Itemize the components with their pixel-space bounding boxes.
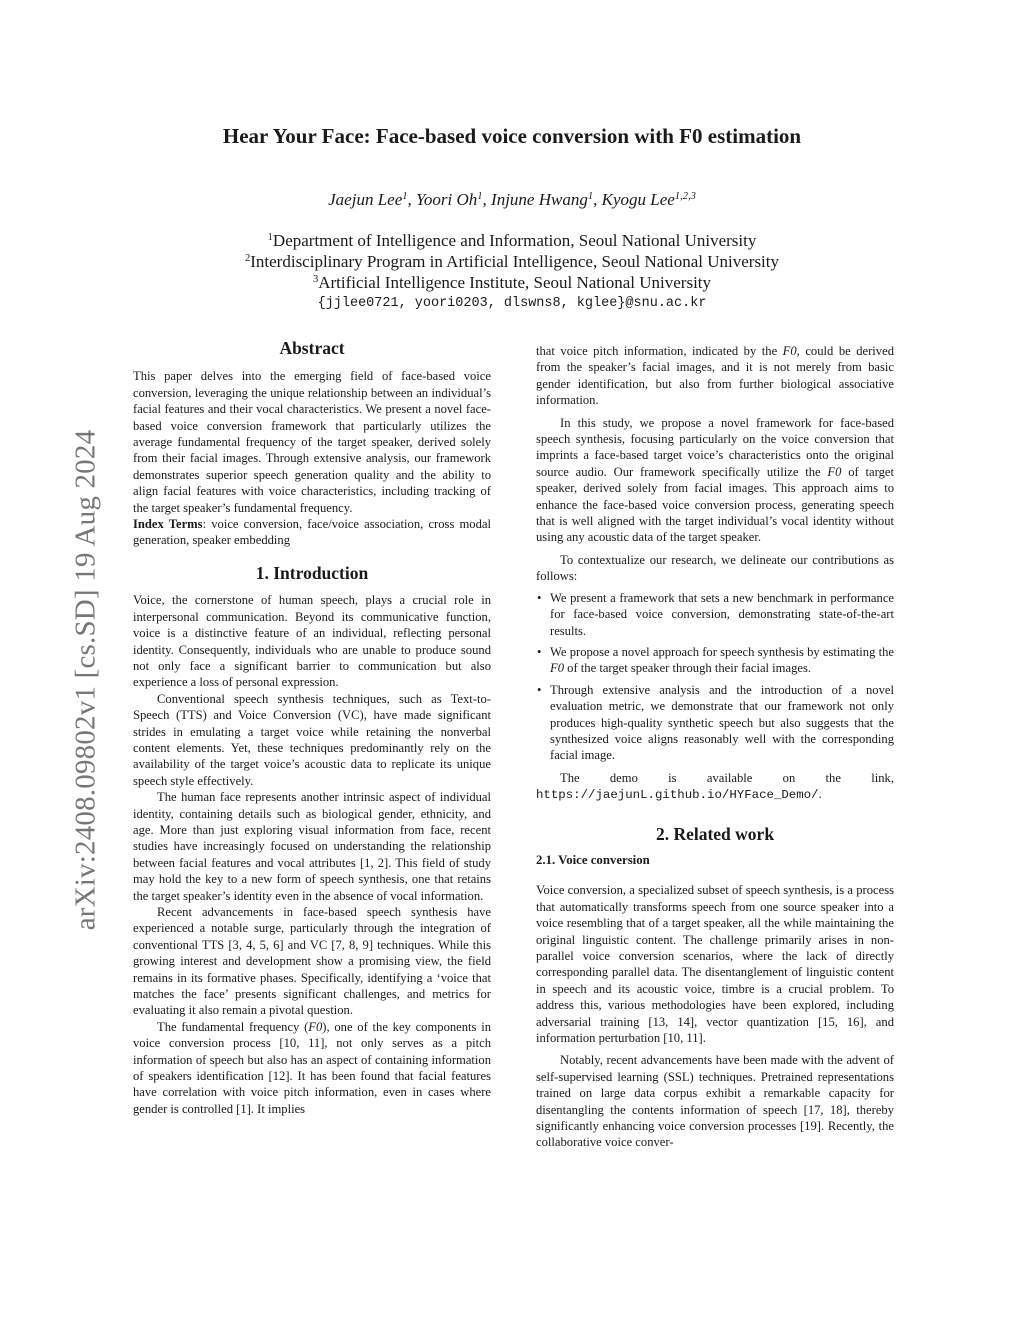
bullet: • — [537, 590, 542, 605]
paper-title: Hear Your Face: Face-based voice conversion with F0 estimation — [222, 124, 802, 148]
text-run: We propose a novel approach for speech synthesis by estimating the — [550, 644, 894, 659]
text-run: of target speaker, derived solely from facial images. This approach aims to enhance the face-based voice conversion process, generating speech that is well aligned with the target individual’s vocal identity without using any acoustic data of the target speaker. — [536, 464, 894, 545]
author-list — [0, 190, 1024, 210]
text-run: The fundamental frequency ( — [157, 1019, 309, 1034]
text-run: Through extensive analysis and the introduction of a novel evaluation metric, we demonstrate that our framework not only produces high-quality synthetic speech but also suggests that the synthesized voice aligns reasonably well with the corresponding facial image. — [550, 682, 894, 763]
author-separator: , — [482, 190, 492, 209]
author-affiliation-mark: 1,2,3 — [674, 191, 696, 203]
text-run: of the target speaker through their facial images. — [564, 661, 811, 676]
author-separator: , — [593, 190, 602, 209]
text-run: In this study, we propose a novel framework for face-based speech synthesis, focusing particularly on the voice conversion that imprints a face-based target voice’s characteristics onto the original source audio. Our framework specifically utilize the — [536, 415, 894, 479]
paragraph — [536, 770, 894, 804]
text-run: ), one of the key components in voice conversion process [10, 11], not only serves as a pitch information of speech but also has an aspect of containing information of speakers identification [12]. It has been found that facial features have correlation with voice pitch information, even in cases where gender is controlled [1]. It implies — [133, 1019, 491, 1116]
paragraph: Recent advancements in face-based speech synthesis have experienced a notable surge, particularly through the integration of conventional TTS [3, 4, 5, 6] and VC [7, 8, 9] techniques. While this growing interest and development show a promising view, the field remains in its formative phases. Specifically, identifying a ‘voice that matches the face’ presents significant challenges, and metrics for evaluating it also remain a pivotal question. — [133, 905, 491, 1018]
paragraph — [536, 343, 894, 409]
affiliation-text: Artificial Intelligence Institute, Seoul National University — [318, 273, 712, 292]
author-name: Yoori Oh — [416, 190, 478, 209]
f0-symbol: F0 — [782, 344, 797, 358]
affiliation-line — [0, 272, 1024, 293]
list-item — [536, 644, 894, 677]
author-name: Injune Hwang — [491, 190, 588, 209]
paragraph: Voice conversion, a specialized subset of speech synthesis, is a process that automatically transforms speech from one source speaker into a voice resembling that of a target speaker, all the while maintaining the original linguistic content. The challenge primarily arises in non-parallel voice conversion scenarios, where the lack of directly corresponding parallel data. The disentanglement of linguistic content in speech and its acoustic voice, timbre is a crucial problem. To address this, various methodologies have been explored, including adversarial training [13, 14], vector quantization [15, 16], and information perturbation [10, 11]. — [536, 883, 894, 1046]
affiliation-mark: 2 — [244, 253, 251, 265]
paragraph: The human face represents another intrinsic aspect of individual identity, containing details such as biological gender, ethnicity, and age. More than just exploring visual information from face, recent studies have increasingly focused on understanding the relationship between facial features and vocal attributes [1, 2]. This field of study may hold the key to a new form of speech synthesis, one that retains the target speaker’s identity even in the absence of vocal information. — [133, 790, 491, 903]
subsection-heading: 2.1. Voice conversion — [536, 852, 650, 867]
author-name: Kyogu Lee — [601, 190, 675, 209]
contribution-list — [536, 590, 894, 764]
index-terms-text: : voice conversion, face/voice association, cross modal generation, speaker embedding — [133, 517, 491, 548]
text-run: , could be derived from the speaker’s facial images, and it is not merely from basic gender identification, but also from further biological associative information. — [536, 344, 894, 408]
arxiv-identifier: arXiv:2408.09802v1 [cs.SD] 19 Aug 2024 — [69, 429, 102, 931]
author-affiliation-mark: 1 — [402, 191, 408, 203]
bullet: • — [537, 682, 542, 697]
bullet: • — [537, 644, 542, 659]
f0-symbol: F0 — [308, 1019, 323, 1034]
affiliation-line — [0, 251, 1024, 272]
paragraph: Voice, the cornerstone of human speech, plays a crucial role in interpersonal communication. Beyond its communicative function, voice is a distinctive feature of an individual, reflecting personal identity. Consequently, individuals who are unable to produce sound not only face a significant barrier to communication but also experience a loss of personal expression. — [133, 593, 491, 690]
demo-link[interactable]: https://jaejunL.github.io/HYFace_Demo/ — [536, 788, 819, 803]
text-run: . — [818, 787, 822, 802]
paragraph — [133, 1019, 491, 1117]
affiliation-mark: 1 — [267, 232, 273, 244]
paragraph: Conventional speech synthesis techniques, such as Text-to-Speech (TTS) and Voice Conversion (VC), have made significant strides in emulating a target voice while retaining the nonverbal content elements. Yet, these techniques predominantly rely on the availability of the target voice’s acoustic data to replicate its unique speech style effectively. — [133, 691, 491, 788]
left-column — [133, 340, 491, 1117]
paragraph: Notably, recent advancements have been made with the advent of self-supervised learning (SSL) techniques. Pretrained representations trained on large data corpus exhibit a remarkable capacity for disentangling the contents information of speech [17, 18], thereby significantly enhancing voice conversion processes [19]. Recently, the collaborative voice conver- — [536, 1053, 894, 1150]
author-affiliation-mark: 1 — [477, 191, 483, 203]
abstract-heading: Abstract — [279, 338, 345, 358]
text-run: The demo is available on the link, — [560, 770, 894, 785]
author-separator: , — [407, 190, 417, 209]
affiliation-text: Interdisciplinary Program in Artificial Intelligence, Seoul National University — [250, 252, 780, 271]
f0-symbol: F0 — [827, 464, 842, 479]
list-item — [536, 590, 894, 639]
text-run: We present a framework that sets a new benchmark in performance for face-based voice conversion, demonstrating state-of-the-art results. — [550, 590, 894, 638]
index-terms-label: Index Terms — [133, 517, 203, 532]
affiliation-mark: 3 — [312, 274, 319, 286]
author-affiliation-mark: 1 — [587, 191, 594, 203]
right-column — [536, 343, 894, 1151]
affiliations — [0, 230, 1024, 293]
author-name: Jaejun Lee — [328, 190, 403, 209]
paragraph — [536, 415, 894, 546]
f0-symbol: F0 — [550, 661, 564, 676]
author-emails: {jjlee0721, yoori0203, dlswns8, kglee}@snu.ac.kr — [317, 296, 707, 311]
abstract-text: This paper delves into the emerging field of face-based voice conversion, leveraging the unique relationship between an individual’s facial features and their vocal characteristics. We present a novel face-based voice conversion framework that particularly utilizes the average fundamental frequency of the target speaker, derived solely from their facial images. Through extensive analysis, our framework demonstrates superior speech generation quality and the ability to align facial features with voice characteristics, including tracking of the target speaker’s fundamental frequency. — [133, 369, 491, 515]
list-item — [536, 682, 894, 764]
affiliation-line — [0, 230, 1024, 251]
text-run: that voice pitch information, indicated by the — [536, 344, 783, 358]
affiliation-text: Department of Intelligence and Information, Seoul National University — [272, 231, 757, 250]
index-terms — [133, 516, 491, 549]
related-work-heading: 2. Related work — [655, 823, 775, 844]
introduction-heading: 1. Introduction — [255, 562, 369, 583]
paragraph: To contextualize our research, we delineate our contributions as follows: — [536, 552, 894, 584]
